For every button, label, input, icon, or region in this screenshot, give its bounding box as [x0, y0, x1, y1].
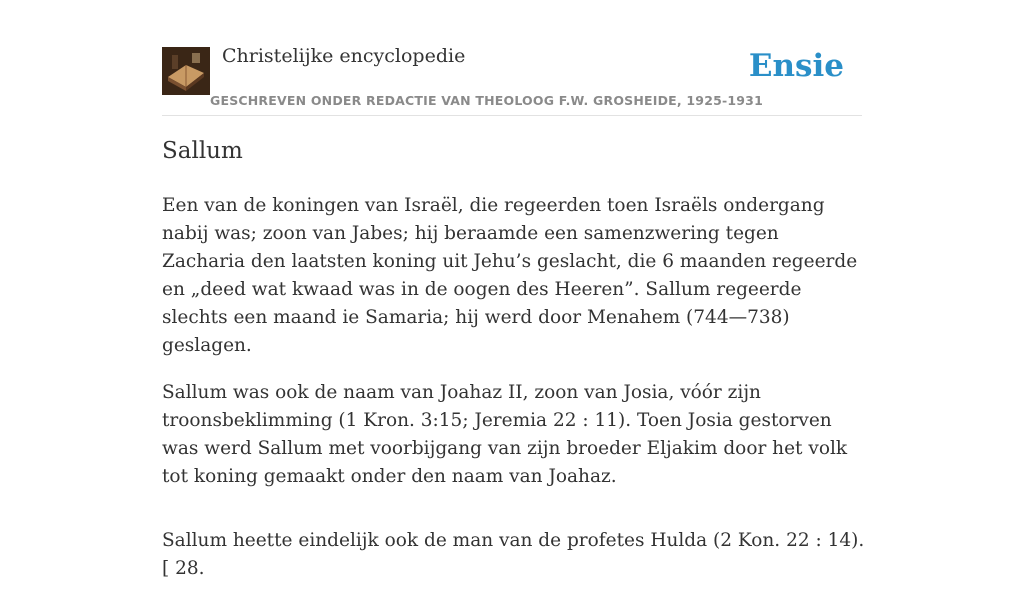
article-paragraph: Sallum heette eindelijk ook de man van de profetes Hulda (2 Kon. 22 : 14). [ 28. [162, 530, 865, 579]
article-title: Sallum [162, 138, 243, 164]
publication-avatar[interactable] [162, 47, 210, 95]
site-logo[interactable]: Ensie [748, 48, 844, 84]
publication-title[interactable]: Christelijke encyclopedie [222, 45, 466, 67]
publication-header [162, 0, 862, 116]
book-image-icon [162, 47, 210, 95]
article-body [162, 192, 866, 602]
article-paragraph: Sallum was ook de naam van Joahaz II, zoon van Josia, vóór zijn troonsbeklimming (1 Kron. 3:15; Jeremia 22 : 11). Toen Josia gestorven was werd Sallum met voorbijgang van zijn broeder Eljakim door het volk tot koning gemaakt onder den naam van Joahaz. [162, 382, 848, 487]
article-paragraph: Een van de koningen van Israël, die regeerden toen Israëls ondergang nabij was; zoon van Jabes; hij beraamde een samenzwering tegen Zacharia den laatsten koning uit Jehu’s geslacht, die 6 maanden regeerde en „deed wat kwaad was in de oogen des Heeren”. Sallum regeerde slechts een maand ie Samaria; hij werd door Menahem (744—738) geslagen. [162, 195, 858, 356]
publication-subtitle: GESCHREVEN ONDER REDACTIE VAN THEOLOOG F.W. GROSHEIDE, 1925-1931 [210, 93, 763, 108]
